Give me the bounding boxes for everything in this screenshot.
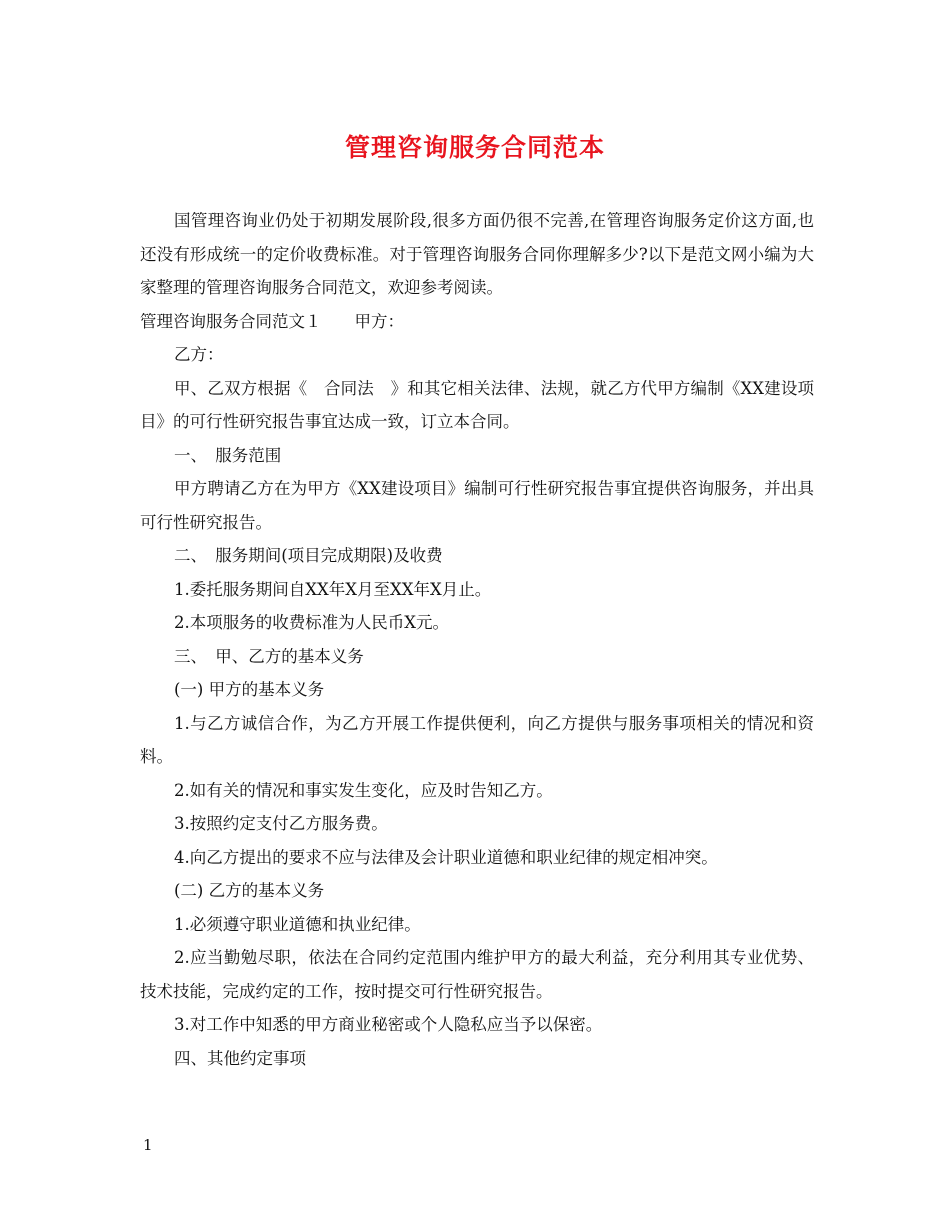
sample-heading-party-a: 管理咨询服务合同范文１ 甲方： bbox=[140, 311, 404, 331]
clause-item: 1.与乙方诚信合作，为乙方开展工作提供便利，向乙方提供与服务事项相关的情况和资料。 bbox=[140, 713, 814, 766]
clause-item: 2.应当勤勉尽职，依法在合同约定范围内维护甲方的最大利益，充分利用其专业优势、技术技能，完成约定的工作，按时提交可行性研究报告。 bbox=[140, 948, 814, 1001]
clause-item: 3.按照约定支付乙方服务费。 bbox=[174, 814, 388, 833]
clause-item: 1.必须遵守职业道德和执业纪律。 bbox=[174, 914, 421, 934]
document-title: 管理咨询服务合同范本 bbox=[344, 133, 605, 162]
document-body bbox=[140, 204, 814, 1075]
section-heading-2: 二、 服务期间(项目完成期限)及收费 bbox=[174, 546, 443, 565]
intro-paragraph: 国管理咨询业仍处于初期发展阶段,很多方面仍很不完善,在管理咨询服务定价这方面,也还没有形成统一的定价收费标准。对于管理咨询服务合同你理解多少?以下是范文网小编为大家整理的管理咨询服务合同范文，欢迎参考阅读。 bbox=[140, 211, 814, 297]
clause-item: 1.委托服务期间自XX年X月至XX年X月止。 bbox=[174, 579, 492, 599]
section-heading-4: 四、其他约定事项 bbox=[174, 1048, 306, 1068]
clause-item: 2.本项服务的收费标准为人民币X元。 bbox=[174, 613, 449, 632]
page-number: 1 bbox=[143, 1136, 153, 1154]
clause-item: 2.如有关的情况和事实发生变化，应及时告知乙方。 bbox=[174, 780, 553, 800]
party-b-line: 乙方： bbox=[174, 345, 224, 364]
subsection-heading-a: (一) 甲方的基本义务 bbox=[174, 680, 325, 699]
clause-item: 4.向乙方提出的要求不应与法律及会计职业道德和职业纪律的规定相冲突。 bbox=[174, 847, 718, 867]
section-heading-1: 一、 服务范围 bbox=[174, 445, 282, 465]
section-heading-3: 三、 甲、乙方的基本义务 bbox=[174, 646, 364, 666]
clause-item: 3.对工作中知悉的甲方商业秘密或个人隐私应当予以保密。 bbox=[174, 1015, 603, 1034]
clause-paragraph: 甲方聘请乙方在为甲方《XX建设项目》编制可行性研究报告事宜提供咨询服务，并出具可行性研究报告。 bbox=[140, 479, 814, 532]
subsection-heading-b: (二) 乙方的基本义务 bbox=[174, 881, 325, 900]
preamble-paragraph: 甲、乙双方根据《 合同法 》和其它相关法律、法规，就乙方代甲方编制《XX建设项目》的可行性研究报告事宜达成一致，订立本合同。 bbox=[140, 378, 814, 431]
